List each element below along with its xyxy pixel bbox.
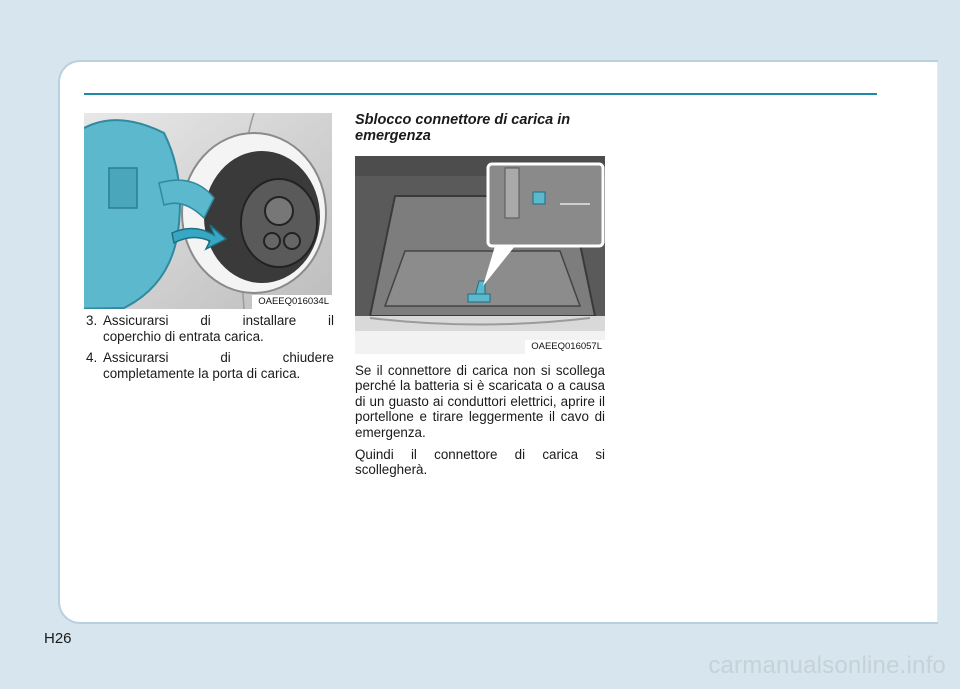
steps-list [86, 313, 334, 387]
step-text-first-line: Assicurarsi di chiudere [103, 350, 334, 365]
list-item [86, 313, 334, 344]
figure-code: OAEEQ016057L [525, 340, 605, 354]
paragraph: Se il connettore di carica non si scollega perché la batteria si è scaricata o a causa di un guasto ai conduttori elettrici, aprire il portellone e tirare leggermente il cavo di emergenza. [355, 363, 605, 440]
list-item [86, 350, 334, 381]
trunk-illustration [355, 156, 605, 354]
trunk-figure [355, 156, 605, 354]
step-number: 3. [86, 313, 98, 328]
figure-code: OAEEQ016034L [252, 295, 332, 309]
watermark: carmanualsonline.info [708, 652, 946, 679]
section-title: Sblocco connettore di carica in emergenza [355, 112, 571, 144]
step-text-rest: completamente la porta di carica. [103, 365, 301, 381]
charging-port-illustration [84, 113, 332, 309]
page-number: H26 [44, 630, 72, 647]
step-text-first-line: Assicurarsi di installare il [103, 313, 334, 328]
step-number: 4. [86, 350, 98, 365]
paragraph: Quindi il connettore di carica si scollegherà. [355, 447, 605, 478]
step-text-rest: coperchio di entrata carica. [103, 328, 264, 344]
header-rule [84, 93, 877, 95]
charging-port-figure [84, 113, 332, 309]
body-text [355, 363, 605, 485]
